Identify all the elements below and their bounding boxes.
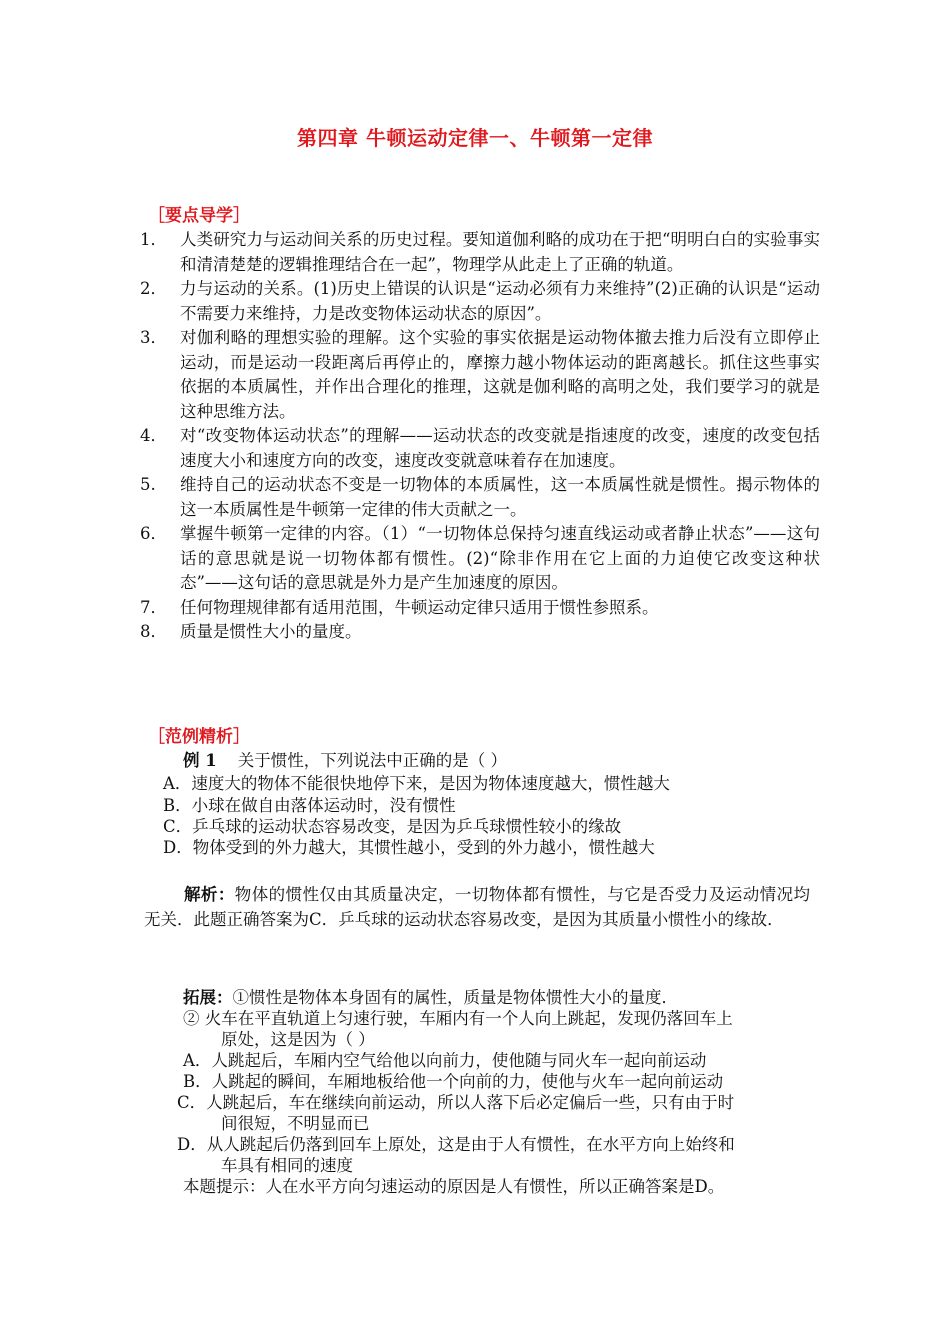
extension-label: 拓展： (183, 988, 233, 1007)
option-a: A．速度大的物体不能很快地停下来，是因为物体速度越大，惯性越大 (163, 774, 670, 793)
extension-option-d: D．从人跳起后仍落到回车上原处，这是由于人有惯性，在水平方向上始终和 (177, 1135, 735, 1154)
analysis-label: 解析： (184, 885, 235, 904)
analysis-paragraph: 解析：物体的惯性仅由其质量决定，一切物体都有惯性，与它是否受力及运动情况均无关．此题正确答案为C．乒乓球的运动状态容易改变，是因为其质量小惯性小的缘故． (144, 885, 811, 929)
option-b: B．小球在做自由落体运动时，没有惯性 (163, 796, 456, 815)
page-title: 第四章 牛顿运动定律一、牛顿第一定律 (297, 126, 653, 150)
list-item: 2． 力与运动的关系。(1)历史上错误的认识是“运动必须有力来维持”(2)正确的认识是“运动不需要力来维持，力是改变物体运动状态的原因”。 (140, 279, 820, 323)
list-item: 7． 任何物理规律都有适用范围，牛顿运动定律只适用于惯性参照系。 (140, 597, 659, 617)
list-item: 3． 对伽利略的理想实验的理解。这个实验的事实依据是运动物体撤去推力后没有立即停止运动，而是运动一段距离后再停止的，摩擦力越小物体运动的距离越长。抓住这些事实依据的本质属性，并作出合理化的推理，这就是伽利略的高明之处，我们要学习的就是这种思维方法。 (140, 328, 820, 421)
extension-option-d-cont: 车具有相同的速度 (221, 1156, 353, 1175)
example-label: 例 1 (183, 751, 217, 770)
extension-option-b: B．人跳起的瞬间，车厢地板给他一个向前的力，使他与火车一起向前运动 (183, 1072, 724, 1091)
option-c: C．乒乓球的运动状态容易改变，是因为乒乓球惯性较小的缘故 (163, 817, 622, 836)
section-heading-examples: ［范例精析］ (148, 727, 250, 747)
extension-question-2-cont: 原处，这是因为（ ） (221, 1030, 375, 1049)
key-points-list (140, 228, 820, 645)
example-question: 例 1 关于惯性，下列说法中正确的是（ ） (183, 751, 507, 770)
list-item: 8． 质量是惯性大小的量度。 (140, 622, 362, 641)
option-d: D．物体受到的外力越大，其惯性越小，受到的外力越小，惯性越大 (163, 838, 655, 857)
extension-line-1: 拓展：①惯性是物体本身固有的属性，质量是物体惯性大小的量度． (183, 988, 678, 1007)
list-item: 1． 人类研究力与运动间关系的历史过程。要知道伽利略的成功在于把“明明白白的实验事实和清清楚楚的逻辑推理结合在一起”，物理学从此走上了正确的轨道。 (140, 230, 820, 274)
extension-option-a: A．人跳起后，车厢内空气给他以向前力，使他随与同火车一起向前运动 (183, 1051, 707, 1070)
extension-option-c: C．人跳起后，车在继续向前运动，所以人落下后必定偏后一些，只有由于时 (177, 1093, 735, 1112)
section-heading-key-points: ［要点导学］ (148, 206, 250, 226)
extension-option-c-cont: 间很短，不明显而已 (221, 1114, 370, 1133)
list-item: 4． 对“改变物体运动状态”的理解——运动状态的改变就是指速度的改变，速度的改变包括速度大小和速度方向的改变，速度改变就意味着存在加速度。 (140, 426, 820, 470)
extension-hint: 本题提示：人在水平方向匀速运动的原因是人有惯性，所以正确答案是D。 (183, 1177, 725, 1196)
list-item: 5. 维持自己的运动状态不变是一切物体的本质属性，这一本质属性就是惯性。揭示物体的这一本质属性是牛顿第一定律的伟大贡献之一。 (140, 475, 820, 519)
extension-question-2: ② 火车在平直轨道上匀速行驶，车厢内有一个人向上跳起，发现仍落回车上 (183, 1009, 733, 1028)
list-item: 6． 掌握牛顿第一定律的内容。（1）“一切物体总保持匀速直线运动或者静止状态”——这句话的意思就是说一切物体都有惯性。(2)“除非作用在它上面的力迫使它改变这种状态”——这句话的意思就是外力是产生加速度的原因。 (140, 524, 820, 592)
